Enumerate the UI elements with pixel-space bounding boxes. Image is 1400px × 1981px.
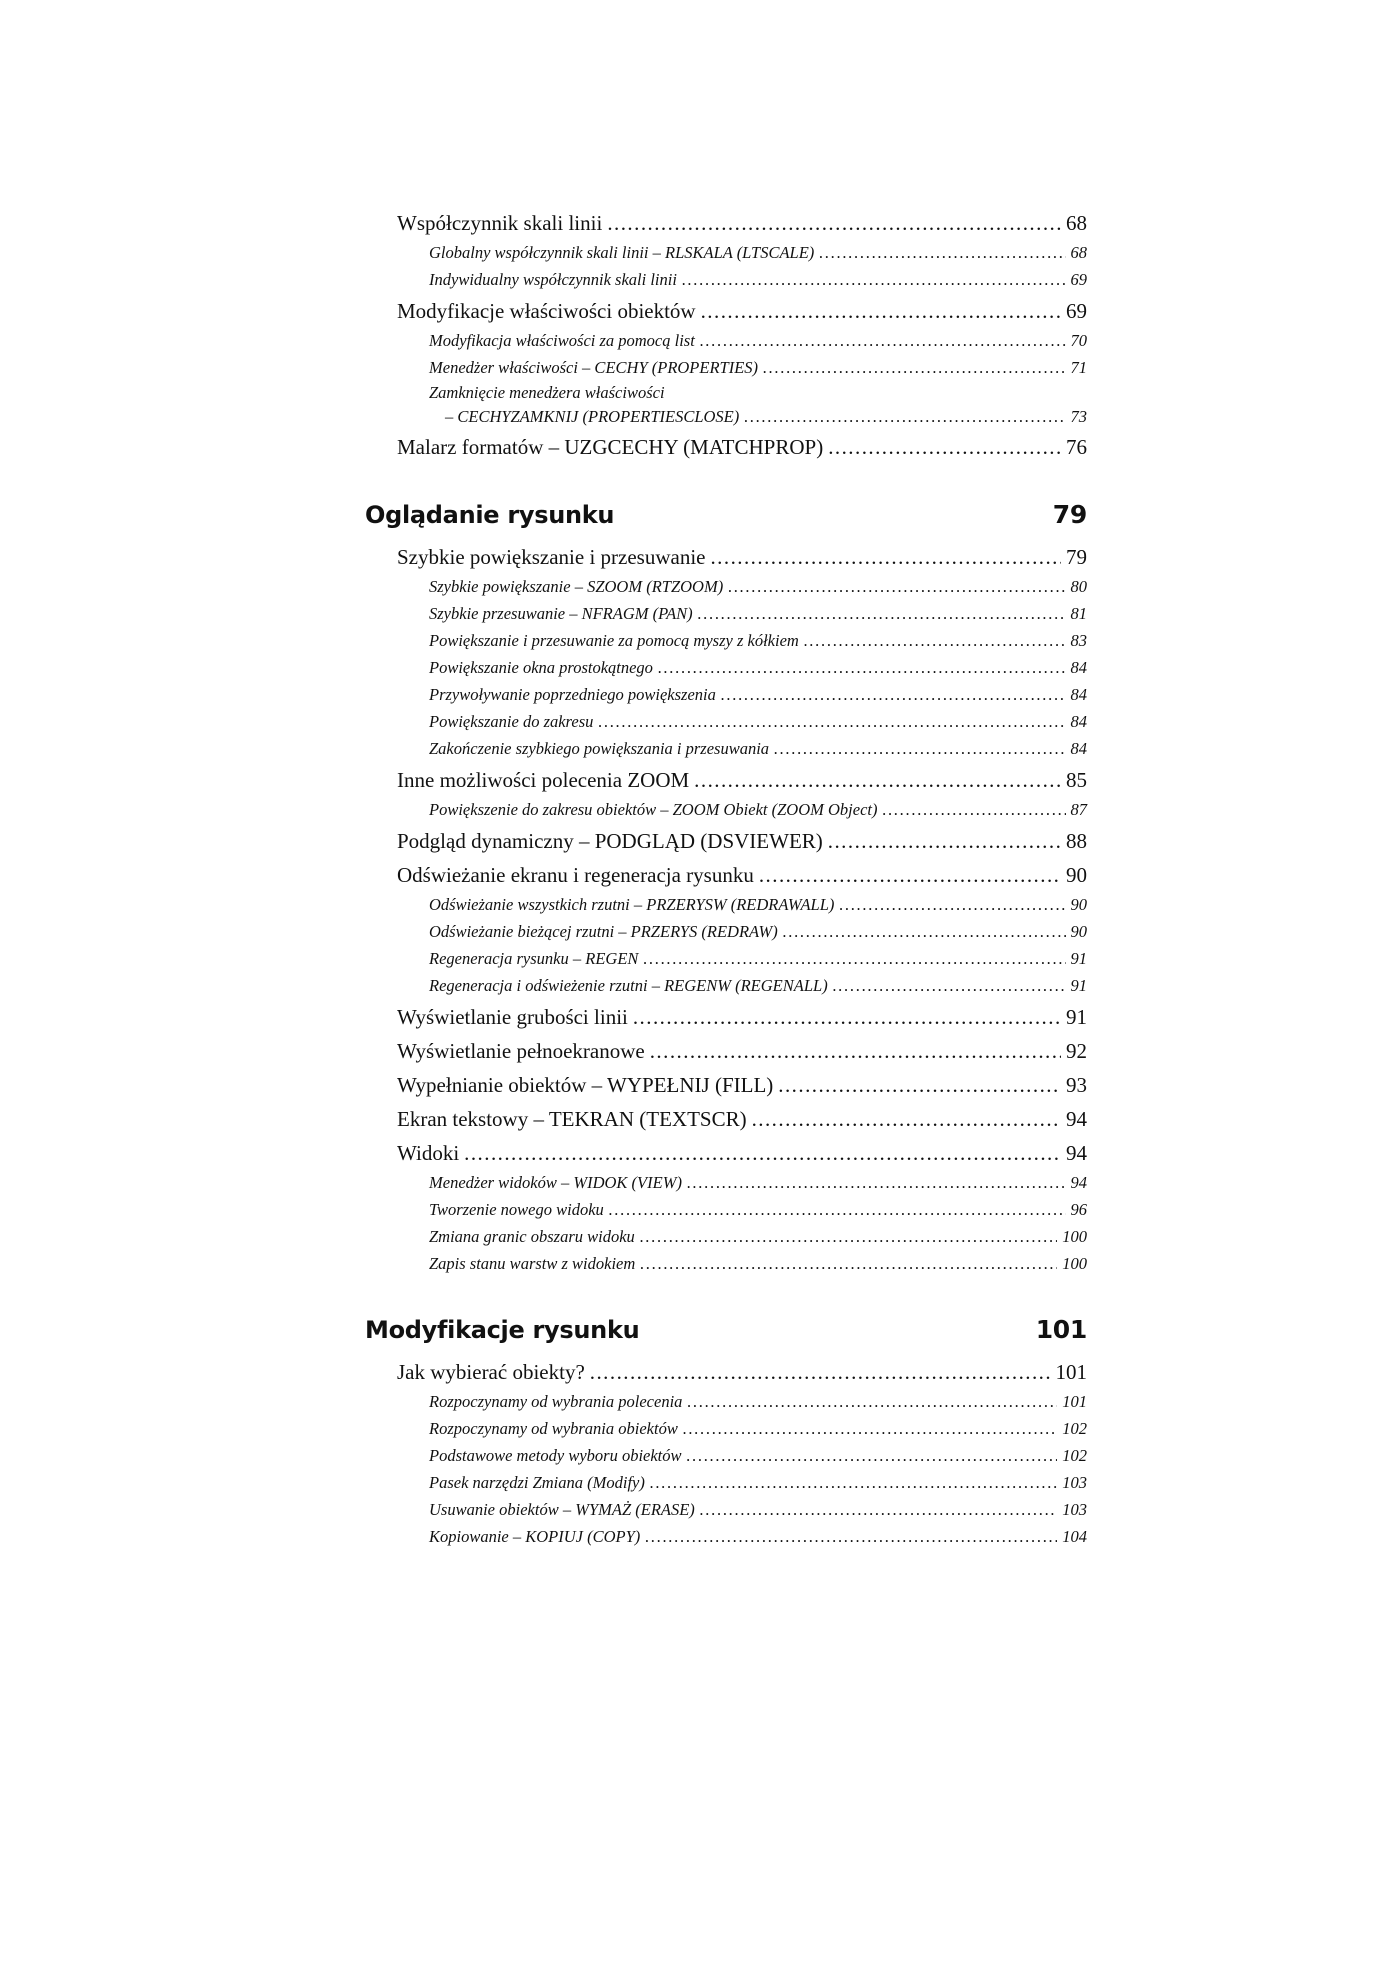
leader-dots — [698, 600, 1066, 627]
leader-dots — [598, 708, 1065, 735]
toc-entry[interactable] — [365, 654, 1087, 681]
section-entries — [365, 1357, 1087, 1550]
leader-dots — [650, 1036, 1061, 1067]
leader-dots — [774, 735, 1065, 762]
leader-dots — [694, 765, 1061, 796]
leader-dots — [804, 627, 1066, 654]
toc-entry[interactable] — [365, 765, 1087, 796]
toc-page-number: 91 — [1066, 1005, 1087, 1029]
toc-entry[interactable] — [365, 208, 1087, 239]
toc-entry[interactable] — [365, 432, 1087, 463]
section-page-number: 101 — [1035, 1315, 1087, 1344]
toc-entry[interactable] — [365, 1523, 1087, 1550]
toc-entry[interactable] — [365, 542, 1087, 573]
leader-dots — [607, 208, 1061, 239]
leader-dots — [633, 1002, 1061, 1033]
toc-entry-title: Tworzenie nowego widoku — [429, 1200, 604, 1219]
toc-entry[interactable] — [365, 1388, 1087, 1415]
toc-entry[interactable] — [365, 1357, 1087, 1388]
toc-page-number: 68 — [1070, 243, 1087, 262]
leader-dots — [682, 266, 1066, 293]
toc-entry[interactable] — [365, 891, 1087, 918]
toc-entry-title: Kopiowanie – KOPIUJ (COPY) — [429, 1527, 641, 1546]
toc-entry-title: Szybkie przesuwanie – NFRAGM (PAN) — [429, 604, 693, 623]
section-heading — [365, 1307, 1087, 1353]
toc-page-number: 84 — [1070, 685, 1087, 704]
toc-page-number: 101 — [1062, 1392, 1087, 1411]
leader-dots — [778, 1070, 1061, 1101]
toc-entry-title: Podgląd dynamiczny – PODGLĄD (DSVIEWER) — [397, 829, 823, 853]
toc-entry[interactable] — [365, 1002, 1087, 1033]
leader-dots — [710, 542, 1061, 573]
toc-entry-title: Rozpoczynamy od wybrania polecenia — [429, 1392, 683, 1411]
toc-entry[interactable] — [365, 354, 1087, 381]
toc-entry-line — [365, 381, 1087, 405]
toc-entry[interactable] — [365, 945, 1087, 972]
toc-entry-title: Odświeżanie wszystkich rzutni – PRZERYSW (REDRAWALL) — [429, 895, 835, 914]
toc-entry[interactable] — [365, 1104, 1087, 1135]
leader-dots — [464, 1138, 1061, 1169]
toc-page-number: 80 — [1070, 577, 1087, 596]
toc-entry[interactable] — [365, 708, 1087, 735]
toc-page-number: 102 — [1062, 1419, 1087, 1438]
toc-entry[interactable] — [365, 1196, 1087, 1223]
leader-dots — [658, 654, 1066, 681]
toc-entry-title: Malarz formatów – UZGCECHY (MATCHPROP) — [397, 435, 824, 459]
toc-entry[interactable] — [365, 600, 1087, 627]
toc-page-number: 83 — [1070, 631, 1087, 650]
toc-page-number: 69 — [1066, 299, 1087, 323]
leader-dots — [833, 972, 1066, 999]
toc-entry-title: Globalny współczynnik skali linii – RLSKALA (LTSCALE) — [429, 243, 815, 262]
toc-page-number: 90 — [1070, 922, 1087, 941]
leader-dots — [687, 1388, 1057, 1415]
toc-entry-title: Powiększanie i przesuwanie za pomocą myszy z kółkiem — [429, 631, 799, 650]
toc-entry[interactable] — [365, 826, 1087, 857]
section-title: Modyfikacje rysunku — [365, 1316, 640, 1344]
leader-dots — [700, 327, 1066, 354]
leader-dots — [763, 354, 1065, 381]
toc-entry-title: Zamknięcie menedżera właściwości — [429, 383, 665, 402]
toc-entry[interactable] — [365, 1036, 1087, 1067]
toc-entry-title: Powiększanie okna prostokątnego — [429, 658, 653, 677]
toc-entry-title: Menedżer właściwości – CECHY (PROPERTIES) — [429, 358, 759, 377]
leader-dots — [609, 1196, 1066, 1223]
leader-dots — [643, 945, 1065, 972]
section-entries — [365, 542, 1087, 1277]
toc-page-number: 101 — [1055, 1360, 1087, 1384]
leader-dots — [683, 1415, 1057, 1442]
toc-entry-title: Wypełnianie obiektów – WYPEŁNIJ (FILL) — [397, 1073, 774, 1097]
toc-page-number: 91 — [1070, 976, 1087, 995]
toc-entry[interactable] — [365, 266, 1087, 293]
toc-entry-title: Pasek narzędzi Zmiana (Modify) — [429, 1473, 645, 1492]
toc-page-number: 100 — [1062, 1254, 1087, 1273]
toc-entry-title: Podstawowe metody wyboru obiektów — [429, 1446, 682, 1465]
toc-entry[interactable] — [365, 1469, 1087, 1496]
toc-entry-title: Widoki — [397, 1141, 460, 1165]
toc-entry[interactable] — [365, 860, 1087, 891]
leader-dots — [590, 1357, 1051, 1388]
toc-page-number: 84 — [1070, 739, 1087, 758]
toc-entry[interactable] — [365, 573, 1087, 600]
leader-dots — [828, 826, 1061, 857]
table-of-contents — [365, 208, 1087, 1550]
toc-page-number: 76 — [1066, 435, 1087, 459]
toc-entry-title: Menedżer widoków – WIDOK (VIEW) — [429, 1173, 682, 1192]
toc-entry-title: Modyfikacje właściwości obiektów — [397, 299, 696, 323]
toc-page-number: 104 — [1062, 1527, 1087, 1546]
leader-dots — [701, 296, 1061, 327]
leader-dots — [744, 405, 1065, 429]
toc-page-number: 79 — [1066, 545, 1087, 569]
toc-page-number: 68 — [1066, 211, 1087, 235]
toc-entry-title: Zakończenie szybkiego powiększania i przesuwania — [429, 739, 770, 758]
toc-entry-title: Usuwanie obiektów – WYMAŻ (ERASE) — [429, 1500, 695, 1519]
toc-entry-title: Wyświetlanie grubości linii — [397, 1005, 628, 1029]
leader-dots — [640, 1223, 1057, 1250]
toc-entry[interactable] — [365, 1496, 1087, 1523]
toc-entry[interactable] — [365, 1250, 1087, 1277]
toc-page-number: 69 — [1070, 270, 1087, 289]
toc-entry-title-continued: – CECHYZAMKNIJ (PROPERTIESCLOSE) — [445, 407, 740, 426]
toc-entry-title: Rozpoczynamy od wybrania obiektów — [429, 1419, 678, 1438]
toc-entry-title: Powiększenie do zakresu obiektów – ZOOM Obiekt (ZOOM Object) — [429, 800, 878, 819]
toc-entry[interactable] — [365, 1442, 1087, 1469]
leader-dots — [645, 1523, 1057, 1550]
toc-entry-title: Indywidualny współczynnik skali linii — [429, 270, 677, 289]
toc-entry[interactable] — [365, 1223, 1087, 1250]
section-page-number: 79 — [1052, 500, 1087, 529]
toc-entry-title: Odświeżanie bieżącej rzutni – PRZERYS (REDRAW) — [429, 922, 778, 941]
toc-entry[interactable] — [365, 972, 1087, 999]
toc-entry-title: Współczynnik skali linii — [397, 211, 603, 235]
toc-page-number: 94 — [1070, 1173, 1087, 1192]
section-heading — [365, 492, 1087, 538]
leader-dots — [728, 573, 1065, 600]
toc-page-number: 92 — [1066, 1039, 1087, 1063]
toc-entry-title: Powiększanie do zakresu — [429, 712, 594, 731]
toc-page-number: 103 — [1062, 1473, 1087, 1492]
leader-dots — [759, 860, 1061, 891]
toc-entry[interactable] — [365, 796, 1087, 823]
leader-dots — [687, 1169, 1066, 1196]
toc-entry-title: Zmiana granic obszaru widoku — [429, 1227, 635, 1246]
toc-page-number: 88 — [1066, 829, 1087, 853]
toc-page-number: 85 — [1066, 768, 1087, 792]
toc-page-number: 94 — [1066, 1141, 1087, 1165]
toc-entry-title: Zapis stanu warstw z widokiem — [429, 1254, 636, 1273]
toc-page-number: 84 — [1070, 658, 1087, 677]
toc-entry[interactable] — [365, 1138, 1087, 1169]
toc-entry[interactable] — [365, 239, 1087, 266]
toc-entry[interactable] — [365, 327, 1087, 354]
toc-page-number: 100 — [1062, 1227, 1087, 1246]
leader-dots — [721, 681, 1066, 708]
toc-entry[interactable] — [365, 735, 1087, 762]
toc-page-number: 84 — [1070, 712, 1087, 731]
toc-page-number: 103 — [1062, 1500, 1087, 1519]
toc-entry-title: Przywoływanie poprzedniego powiększenia — [429, 685, 716, 704]
leader-dots — [828, 432, 1061, 463]
section-title: Oglądanie rysunku — [365, 501, 615, 529]
toc-entry[interactable] — [365, 1070, 1087, 1101]
toc-entry-title: Regeneracja i odświeżenie rzutni – REGENW (REGENALL) — [429, 976, 828, 995]
toc-entry-title: Szybkie powiększanie – SZOOM (RTZOOM) — [429, 577, 724, 596]
toc-entry[interactable] — [365, 296, 1087, 327]
toc-entry-title: Inne możliwości polecenia ZOOM — [397, 768, 690, 792]
leader-dots — [650, 1469, 1057, 1496]
toc-entry[interactable] — [365, 405, 1087, 429]
toc-page-number: 71 — [1070, 358, 1087, 377]
toc-entry[interactable] — [365, 681, 1087, 708]
leader-dots — [640, 1250, 1057, 1277]
leader-dots — [783, 918, 1066, 945]
toc-entry[interactable] — [365, 627, 1087, 654]
toc-entry-title: Modyfikacja właściwości za pomocą list — [429, 331, 695, 350]
toc-entry-title: Wyświetlanie pełnoekranowe — [397, 1039, 645, 1063]
toc-entry-title: Jak wybierać obiekty? — [397, 1360, 585, 1384]
leader-dots — [752, 1104, 1061, 1135]
toc-entry-title: Regeneracja rysunku – REGEN — [429, 949, 639, 968]
toc-entry-title: Odświeżanie ekranu i regeneracja rysunku — [397, 863, 754, 887]
toc-page-number: 81 — [1070, 604, 1087, 623]
toc-page-number: 90 — [1070, 895, 1087, 914]
toc-page-number: 70 — [1070, 331, 1087, 350]
toc-page-number: 94 — [1066, 1107, 1087, 1131]
leader-dots — [700, 1496, 1057, 1523]
toc-page-number: 87 — [1070, 800, 1087, 819]
toc-page-number: 90 — [1066, 863, 1087, 887]
toc-intro-entries — [365, 208, 1087, 463]
toc-entry-title: Szybkie powiększanie i przesuwanie — [397, 545, 706, 569]
toc-page-number: 91 — [1070, 949, 1087, 968]
leader-dots — [882, 796, 1065, 823]
toc-entry[interactable] — [365, 918, 1087, 945]
leader-dots — [819, 239, 1065, 266]
toc-entry[interactable] — [365, 1169, 1087, 1196]
toc-page-number: 93 — [1066, 1073, 1087, 1097]
toc-page-number: 73 — [1070, 407, 1087, 426]
toc-page-number: 102 — [1062, 1446, 1087, 1465]
leader-dots — [687, 1442, 1058, 1469]
toc-entry[interactable] — [365, 1415, 1087, 1442]
toc-page-number: 96 — [1070, 1200, 1087, 1219]
leader-dots — [839, 891, 1065, 918]
toc-entry-title: Ekran tekstowy – TEKRAN (TEXTSCR) — [397, 1107, 747, 1131]
